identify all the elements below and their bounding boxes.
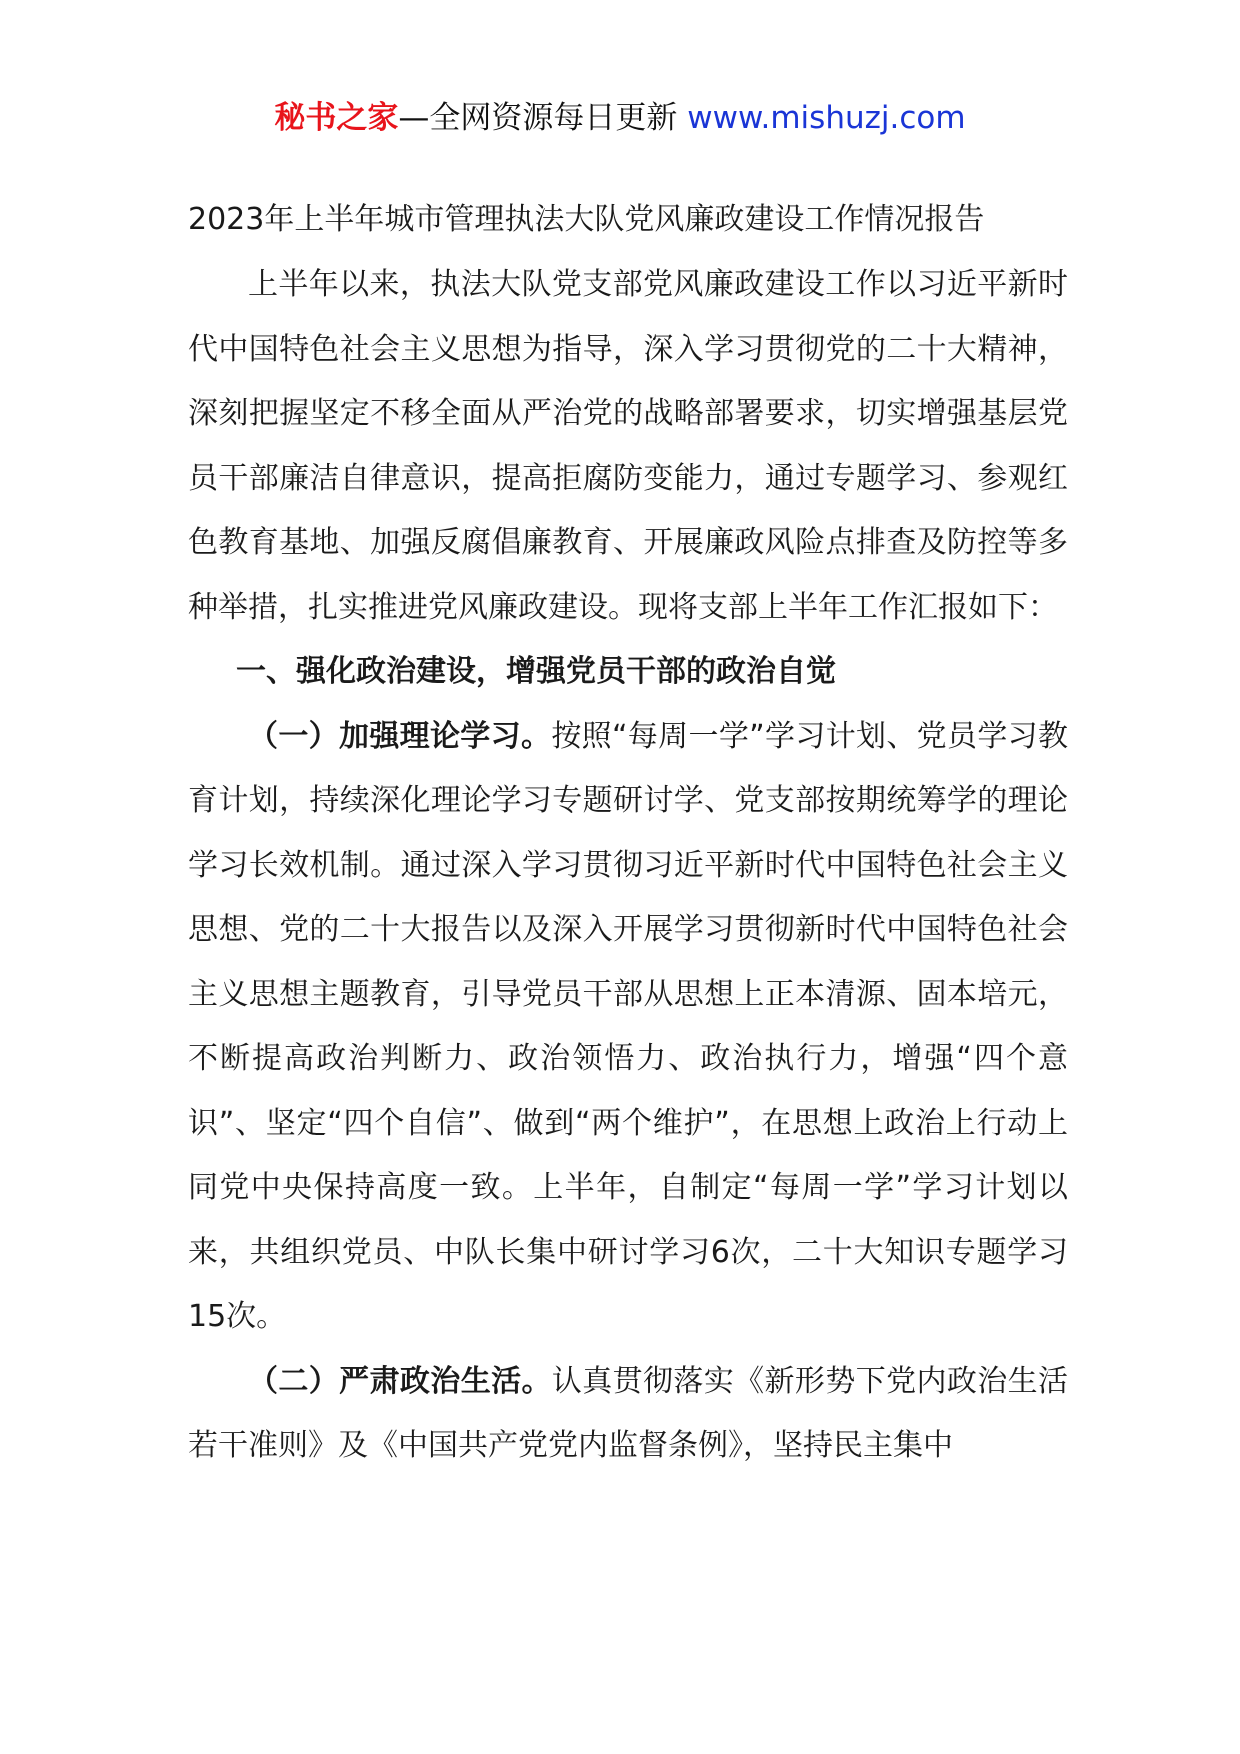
- item-paragraph-2: [188, 1350, 1068, 1479]
- site-brand: 秘书之家: [274, 100, 399, 136]
- section-heading-1: 一、强化政治建设，增强党员干部的政治自觉: [236, 654, 836, 689]
- document-title: 2023年上半年城市管理执法大队党风廉政建设工作情况报告: [188, 202, 985, 237]
- intro-paragraph: 上半年以来，执法大队党支部党风廉政建设工作以习近平新时代中国特色社会主义思想为指导，深入学习贯彻党的二十大精神，深刻把握坚定不移全面从严治党的战略部署要求，切实增强基层党员干部廉洁自律意识，提高拒腐防变能力，通过专题学习、参观红色教育基地、加强反腐倡廉教育、开展廉政风险点排查及防控等多种举措，扎实推进党风廉政建设。现将支部上半年工作汇报如下：: [188, 267, 1068, 625]
- site-url-link[interactable]: www.mishuzj.com: [687, 100, 966, 136]
- item-text-1: 按照“每周一学”学习计划、党员学习教育计划，持续深化理论学习专题研讨学、党支部按期统筹学的理论学习长效机制。通过深入学习贯彻习近平新时代中国特色社会主义思想、党的二十大报告以及深入开展学习贯彻新时代中国特色社会主义思想主题教育，引导党员干部从思想上正本清源、固本培元，不断提高政治判断力、政治领悟力、政治执行力，增强“四个意识”、坚定“四个自信”、做到“两个维护”，在思想上政治上行动上同党中央保持高度一致。上半年，自制定“每周一学”学习计划以来，共组织党员、中队长集中研讨学习6次，二十大知识专题学习15次。: [188, 718, 1069, 1334]
- document-body: [188, 253, 1068, 1479]
- site-slogan: —全网资源每日更新: [398, 100, 678, 136]
- item-text-2: 认真贯彻落实《新形势下党内政治生活若干准则》及《中国共产党党内监督条例》，坚持民主集中: [188, 1363, 1069, 1463]
- item-lead-1: （一）加强理论学习。: [248, 718, 552, 754]
- site-banner: [0, 98, 1240, 138]
- item-paragraph-1: [188, 705, 1068, 1350]
- item-lead-2: （二）严肃政治生活。: [248, 1363, 552, 1399]
